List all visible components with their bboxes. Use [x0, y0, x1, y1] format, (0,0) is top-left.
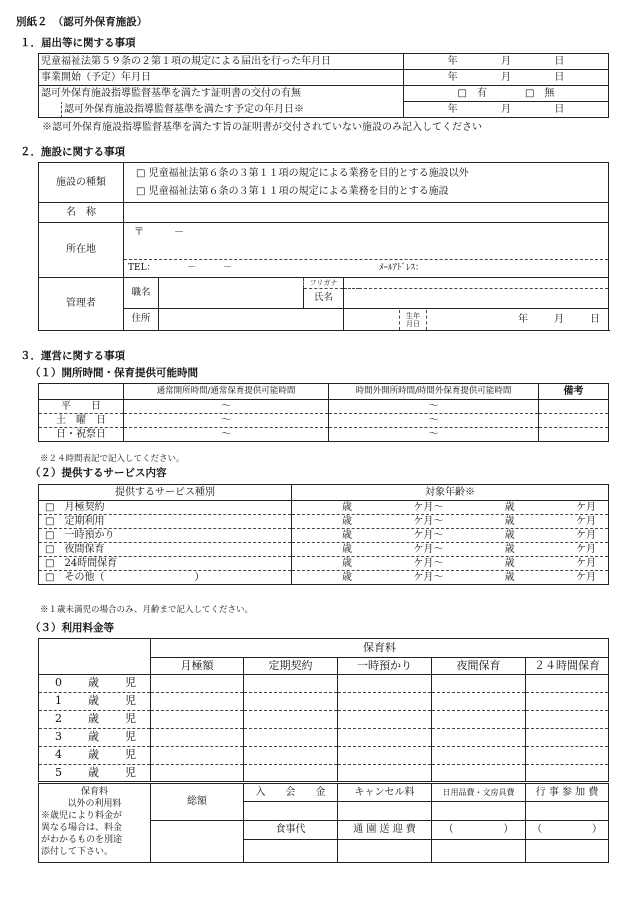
tel-field[interactable]: TEL： － － [128, 263, 233, 273]
hours-weekday-remarks[interactable] [539, 400, 609, 414]
service-monthly-checkbox[interactable]: □ 月極契約 [39, 501, 292, 515]
fee-item-custom-2[interactable]: （ ） [526, 821, 609, 840]
fee-cell[interactable] [526, 711, 609, 729]
custom-fee-2-field[interactable] [526, 840, 609, 863]
services-section-title: （２）提供するサービス内容 [30, 467, 167, 479]
services-table [38, 484, 609, 585]
s1-certificate-options [404, 86, 609, 102]
section2-table [38, 162, 609, 331]
manager-name-field[interactable] [344, 289, 609, 309]
fee-cell[interactable] [151, 675, 244, 693]
birthdate-field[interactable]: 年 月 日 [518, 313, 601, 325]
certificate-no-checkbox[interactable]: □ 無 [525, 87, 555, 99]
s1-row2-date[interactable]: 年 月 日 [404, 70, 609, 86]
manager-address-field[interactable] [159, 309, 344, 331]
fee-item-custom-1[interactable]: （ ） [432, 821, 526, 840]
services-header-type: 提供するサービス種別 [39, 485, 292, 501]
fee-cell[interactable] [151, 711, 244, 729]
fee-cell[interactable] [151, 765, 244, 783]
furigana-field[interactable] [344, 278, 609, 289]
service-other-age[interactable]: 歳 ケ月～ 歳 ケ月 [292, 571, 609, 585]
fees-row-age-0: 0 歳 児 [39, 675, 151, 693]
s1-row4-date[interactable]: 年 月 日 [404, 102, 609, 118]
other-fees-label: 保育料 以外の利用料 ※歳児により料金が 異なる場合は、料金 がわかるものを別途 添付して下さい。 [39, 783, 151, 863]
service-temporary-age[interactable]: 歳 ケ月～ 歳 ケ月 [292, 529, 609, 543]
fee-cell[interactable] [244, 711, 338, 729]
service-other-checkbox[interactable]: □ その他（ ） [39, 571, 292, 585]
s1-row1-label: 児童福祉法第５９条の２第１項の規定による届出を行った年月日 [39, 54, 404, 70]
fees-table [38, 638, 609, 863]
facility-type-option-1[interactable]: □ 児童福祉法第６条の３第１１項の規定による業務を目的とする施設以外 [136, 167, 469, 179]
fee-cell[interactable] [526, 747, 609, 765]
service-night-checkbox[interactable]: □ 夜間保育 [39, 543, 292, 557]
manager-title-field[interactable] [159, 278, 304, 309]
fee-item-events: 行 事 参 加 費 [526, 783, 609, 802]
fee-cell[interactable] [338, 675, 432, 693]
events-fee-field[interactable] [526, 802, 609, 821]
hours-row-saturday: 土 曜 日 [39, 414, 124, 428]
fee-cell[interactable] [432, 675, 526, 693]
fees-row-age-1: 1 歳 児 [39, 693, 151, 711]
fee-item-supplies: 日用品費・文房具費 [432, 783, 526, 802]
s1-row3-label: 認可外保育施設指導監督基準を満たす証明書の交付の有無 [39, 86, 404, 102]
hours-row-weekday: 平 日 [39, 400, 124, 414]
fee-cell[interactable] [151, 693, 244, 711]
fee-cell[interactable] [526, 765, 609, 783]
fee-cell[interactable] [432, 693, 526, 711]
facility-name-label: 名 称 [39, 203, 124, 223]
hours-weekday-regular[interactable]: ～ [124, 400, 329, 414]
service-night-age[interactable]: 歳 ケ月～ 歳 ケ月 [292, 543, 609, 557]
hours-saturday-regular[interactable]: ～ [124, 414, 329, 428]
s1-row2-label: 事業開始（予定）年月日 [39, 70, 404, 86]
hours-note: ※２４時間表記で記入してください。 [40, 454, 185, 464]
fee-cell[interactable] [432, 765, 526, 783]
hours-holiday-regular[interactable]: ～ [124, 428, 329, 442]
certificate-yes-checkbox[interactable]: □ 有 [457, 87, 487, 99]
fee-cell[interactable] [244, 693, 338, 711]
fee-cell[interactable] [244, 729, 338, 747]
manager-title-label: 職名 [124, 278, 159, 309]
fee-cell[interactable] [432, 729, 526, 747]
section3-title: ３．運営に関する事項 [20, 350, 125, 362]
hours-table [38, 383, 609, 442]
fee-item-enrollment: 入 会 金 [244, 783, 338, 802]
fee-cell[interactable] [244, 747, 338, 765]
fee-cell[interactable] [338, 711, 432, 729]
hours-holiday-extended[interactable]: ～ [329, 428, 539, 442]
other-fees-total-field[interactable] [151, 821, 244, 863]
hours-weekday-extended[interactable]: ～ [329, 400, 539, 414]
fee-cell[interactable] [338, 747, 432, 765]
transport-fee-field[interactable] [338, 840, 432, 863]
facility-type-option-2[interactable]: □ 児童福祉法第６条の３第１１項の規定による業務を目的とする施設 [136, 185, 449, 197]
fee-cell[interactable] [338, 693, 432, 711]
fee-item-cancellation: キャンセル料 [338, 783, 432, 802]
fee-cell[interactable] [151, 747, 244, 765]
fee-cell[interactable] [526, 693, 609, 711]
section2-title: ２．施設に関する事項 [20, 146, 125, 158]
fee-cell[interactable] [151, 729, 244, 747]
hours-header-remarks: 備考 [539, 384, 609, 400]
section1-table [38, 53, 609, 118]
fee-cell[interactable] [526, 675, 609, 693]
fee-cell[interactable] [244, 675, 338, 693]
hours-holiday-remarks[interactable] [539, 428, 609, 442]
hours-section-title: （１）開所時間・保育提供可能時間 [30, 367, 198, 379]
hours-header-regular: 通常開所時間/通常保育提供可能時間 [124, 384, 329, 400]
service-temporary-checkbox[interactable]: □ 一時預かり [39, 529, 292, 543]
email-field[interactable]: ﾒｰﾙｱﾄﾞﾚｽ： [379, 263, 425, 273]
service-monthly-age[interactable]: 歳 ケ月～ 歳 ケ月 [292, 501, 609, 515]
fee-item-transport: 通 園 送 迎 費 [338, 821, 432, 840]
manager-name-label: 氏名 [304, 289, 344, 309]
service-regular-age[interactable]: 歳 ケ月～ 歳 ケ月 [292, 515, 609, 529]
fee-cell[interactable] [338, 765, 432, 783]
service-24h-age[interactable]: 歳 ケ月～ 歳 ケ月 [292, 557, 609, 571]
s1-note: ※認可外保育施設指導監督基準を満たす旨の証明書が交付されていない施設のみ記入してください [42, 122, 482, 133]
fees-row-age-4: 4 歳 児 [39, 747, 151, 765]
fees-col-night: 夜間保育 [432, 658, 526, 675]
fee-cell[interactable] [526, 729, 609, 747]
hours-header-extended: 時間外開所時間/時間外保育提供可能時間 [329, 384, 539, 400]
fees-header: 保育料 [151, 639, 609, 658]
manager-address-label: 住所 [124, 309, 159, 331]
fees-col-regular: 定期契約 [244, 658, 338, 675]
fee-cell[interactable] [244, 765, 338, 783]
facility-type-label: 施設の種類 [39, 163, 124, 203]
section1-title: １．届出等に関する事項 [20, 37, 136, 49]
hours-saturday-remarks[interactable] [539, 414, 609, 428]
hours-row-holiday: 日・祝祭日 [39, 428, 124, 442]
facility-name-field[interactable] [124, 203, 609, 223]
services-header-age: 対象年齢※ [292, 485, 609, 501]
other-fees-total-label: 総額 [151, 783, 244, 821]
service-24h-checkbox[interactable]: □ 24時間保育 [39, 557, 292, 571]
enrollment-fee-field[interactable] [244, 802, 338, 821]
manager-label: 管理者 [39, 278, 124, 331]
birthdate-label: 生年 月日 [399, 310, 427, 330]
custom-fee-1-field[interactable] [432, 840, 526, 863]
fee-cell[interactable] [432, 747, 526, 765]
postal-code-field[interactable]: 〒 － [134, 227, 184, 238]
s1-row1-date[interactable]: 年 月 日 [404, 54, 609, 70]
supplies-fee-field[interactable] [432, 802, 526, 821]
fees-section-title: （３）利用料金等 [30, 622, 114, 634]
fees-row-age-2: 2 歳 児 [39, 711, 151, 729]
service-regular-checkbox[interactable]: □ 定期利用 [39, 515, 292, 529]
furigana-label: フリガナ [304, 278, 344, 289]
cancellation-fee-field[interactable] [338, 802, 432, 821]
meals-fee-field[interactable] [244, 840, 338, 863]
facility-address-label: 所在地 [39, 223, 124, 278]
fee-item-meals: 食事代 [244, 821, 338, 840]
s1-row4-label: 認可外保育施設指導監督基準を満たす予定の年月日※ [61, 102, 404, 118]
services-note: ※１歳未満児の場合のみ、月齢まで記入してください。 [40, 605, 254, 615]
fee-cell[interactable] [432, 711, 526, 729]
hours-saturday-extended[interactable]: ～ [329, 414, 539, 428]
fees-col-temporary: 一時預かり [338, 658, 432, 675]
page-header: 別紙２ （認可外保育施設） [16, 16, 148, 28]
fees-row-age-3: 3 歳 児 [39, 729, 151, 747]
fee-cell[interactable] [338, 729, 432, 747]
fees-row-age-5: 5 歳 児 [39, 765, 151, 783]
fees-col-monthly: 月極額 [151, 658, 244, 675]
fees-col-24h: ２４時間保育 [526, 658, 609, 675]
